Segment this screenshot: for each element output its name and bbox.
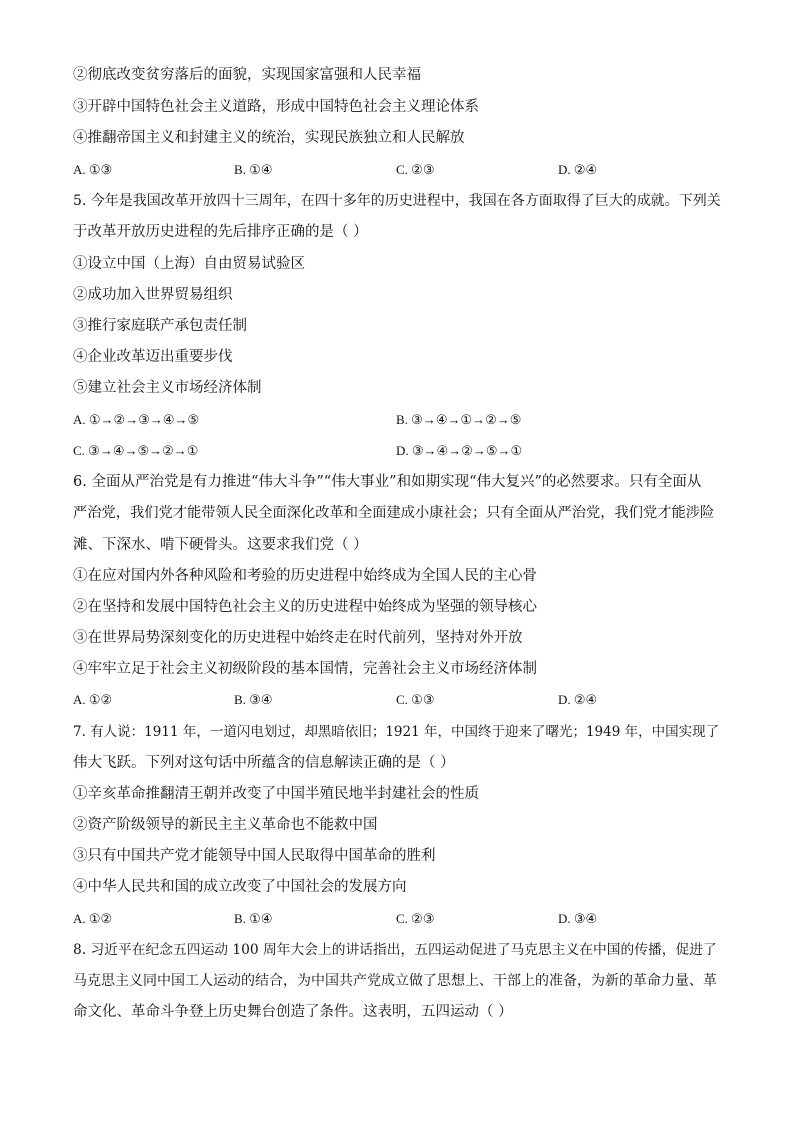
q5-item-5: ⑤建立社会主义市场经济体制 [73,380,262,396]
q5-stem-line-2: 于改革开放历史进程的先后排序正确的是（ ） [73,224,368,240]
q4-item-2: ②彻底改变贫穷落后的面貌，实现国家富强和人民幸福 [73,67,421,83]
q7-stem-line-1: 7. 有人说：1911 年，一道闪电划过，却黑暗依旧；1921 年，中国终于迎来了曙光；1949 年，中国实现了 [73,724,720,740]
q6-item-3: ③在世界局势深刻变化的历史进程中始终走在时代前列，坚持对外开放 [73,630,523,646]
q6-option-d: D. ②④ [558,692,598,707]
q4-option-b: B. ①④ [234,162,273,177]
q6-stem-line-2: 严治党，我们党才能带领人民全面深化改革和全面建成小康社会；只有全面从严治党，我们党才能涉险 [73,505,715,521]
q5-option-b: B. ③→④→①→②→⑤ [396,412,522,427]
q7-option-d: D. ③④ [558,911,598,926]
q7-option-b: B. ①④ [234,911,273,926]
q7-stem-line-2: 伟大飞跃。下列对这句话中所蕴含的信息解读正确的是（ ） [73,755,455,771]
q4-option-a: A. ①③ [73,162,113,177]
q6-option-a: A. ①② [73,692,113,707]
q5-stem-line-1: 5. 今年是我国改革开放四十三周年，在四十多年的历史进程中，我国在各方面取得了巨大的成就。下列关 [73,193,721,209]
q4-item-3: ③开辟中国特色社会主义道路，形成中国特色社会主义理论体系 [73,99,479,115]
q5-option-c: C. ③→④→⑤→②→① [73,443,199,458]
q6-option-c: C. ①③ [396,692,435,707]
q6-stem-line-1: 6. 全面从严治党是有力推进“伟大斗争”“伟大事业”和如期实现“伟大复兴”的必然要求。只有全面从 [73,474,702,490]
q4-option-c: C. ②③ [396,162,435,177]
q5-option-a: A. ①→②→③→④→⑤ [73,412,200,427]
q6-stem-line-3: 滩、下深水、啃下硬骨头。这要求我们党（ ） [73,537,368,553]
q7-item-4: ④中华人民共和国的成立改变了中国社会的发展方向 [73,879,407,895]
q7-option-a: A. ①② [73,911,113,926]
q6-option-b: B. ③④ [234,692,273,707]
q8-stem-line-1: 8. 习近平在纪念五四运动 100 周年大会上的讲话指出，五四运动促进了马克思主义在中国的传播，促进了 [73,942,717,958]
q6-item-1: ①在应对国内外各种风险和考验的历史进程中始终成为全国人民的主心骨 [73,568,537,584]
q6-item-2: ②在坚持和发展中国特色社会主义的历史进程中始终成为坚强的领导核心 [73,599,537,615]
q7-item-3: ③只有中国共产党才能领导中国人民取得中国革命的胜利 [73,848,436,864]
q7-item-1: ①辛亥革命推翻清王朝并改变了中国半殖民地半封建社会的性质 [73,786,479,802]
q5-item-4: ④企业改革迈出重要步伐 [73,349,233,365]
q5-item-1: ①设立中国（上海）自由贸易试验区 [73,256,305,272]
q7-item-2: ②资产阶级领导的新民主主义革命也不能救中国 [73,817,378,833]
q7-option-c: C. ②③ [396,911,435,926]
q4-item-4: ④推翻帝国主义和封建主义的统治，实现民族独立和人民解放 [73,130,465,146]
q6-item-4: ④牢牢立足于社会主义初级阶段的基本国情，完善社会主义市场经济体制 [73,661,537,677]
q5-option-d: D. ③→④→②→⑤→① [396,443,523,458]
q5-item-3: ③推行家庭联产承包责任制 [73,318,247,334]
q5-item-2: ②成功加入世界贸易组织 [73,287,233,303]
q8-stem-line-2: 马克思主义同中国工人运动的结合，为中国共产党成立做了思想上、干部上的准备，为新的革命力量、革 [73,973,717,989]
q4-option-d: D. ②④ [558,162,598,177]
q8-stem-line-3: 命文化、革命斗争登上历史舞台创造了条件。这表明，五四运动（ ） [73,1004,513,1020]
